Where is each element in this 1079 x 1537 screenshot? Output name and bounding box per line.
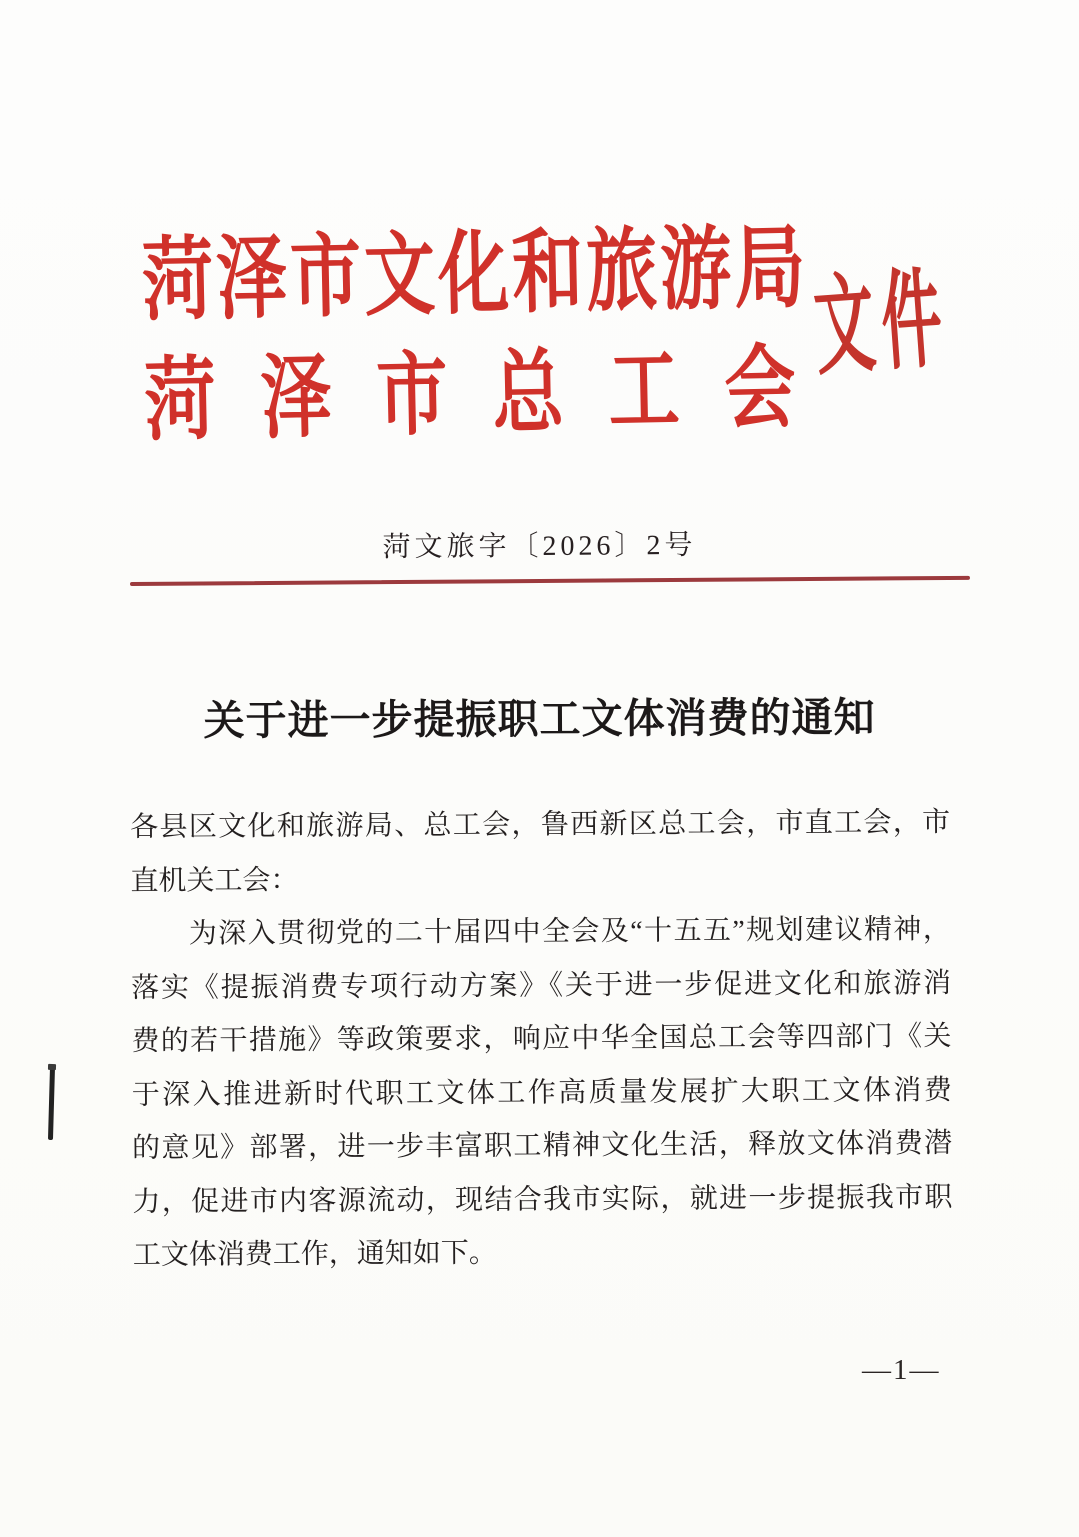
scan-artifact-stroke	[48, 1066, 55, 1140]
document-reference-number: 菏文旅字〔2026〕2号	[382, 529, 697, 564]
body-line: 直机关工会：	[130, 864, 299, 897]
body-line: 的意见》部署，进一步丰富职工精神文化生活，释放文体消费潜	[132, 1127, 953, 1164]
letterhead-org-line-2: 菏泽市总工会	[143, 338, 842, 453]
body-line: 各县区文化和旅游局、总工会，鲁西新区总工会，市直工会，市	[130, 806, 951, 843]
body-line: 于深入推进新时代职工文体工作高质量发展扩大职工文体消费	[131, 1074, 952, 1111]
body-line: 落实《提振消费专项行动方案》《关于进一步促进文化和旅游消	[131, 967, 952, 1004]
document-title: 关于进一步提振职工文体消费的通知	[203, 694, 876, 744]
letterhead	[0, 181, 1079, 453]
body-line: 工文体消费工作，通知如下。	[132, 1237, 497, 1271]
letterhead-doc-type-label: 文件	[810, 259, 953, 389]
body-line: 为深入贯彻党的二十届四中全会及“十五五”规划建议精神，	[188, 913, 951, 950]
letterhead-divider-line	[130, 576, 970, 586]
page-number: —1—	[862, 1354, 941, 1386]
document-body	[130, 796, 953, 1283]
body-line: 力，促进市内客源流动，现结合我市实际，就进一步提振我市职	[132, 1181, 953, 1218]
letterhead-org-line-1: 菏泽市文化和旅游局	[141, 218, 810, 333]
body-line: 费的若干措施》等政策要求，响应中华全国总工会等四部门《关	[131, 1020, 952, 1057]
